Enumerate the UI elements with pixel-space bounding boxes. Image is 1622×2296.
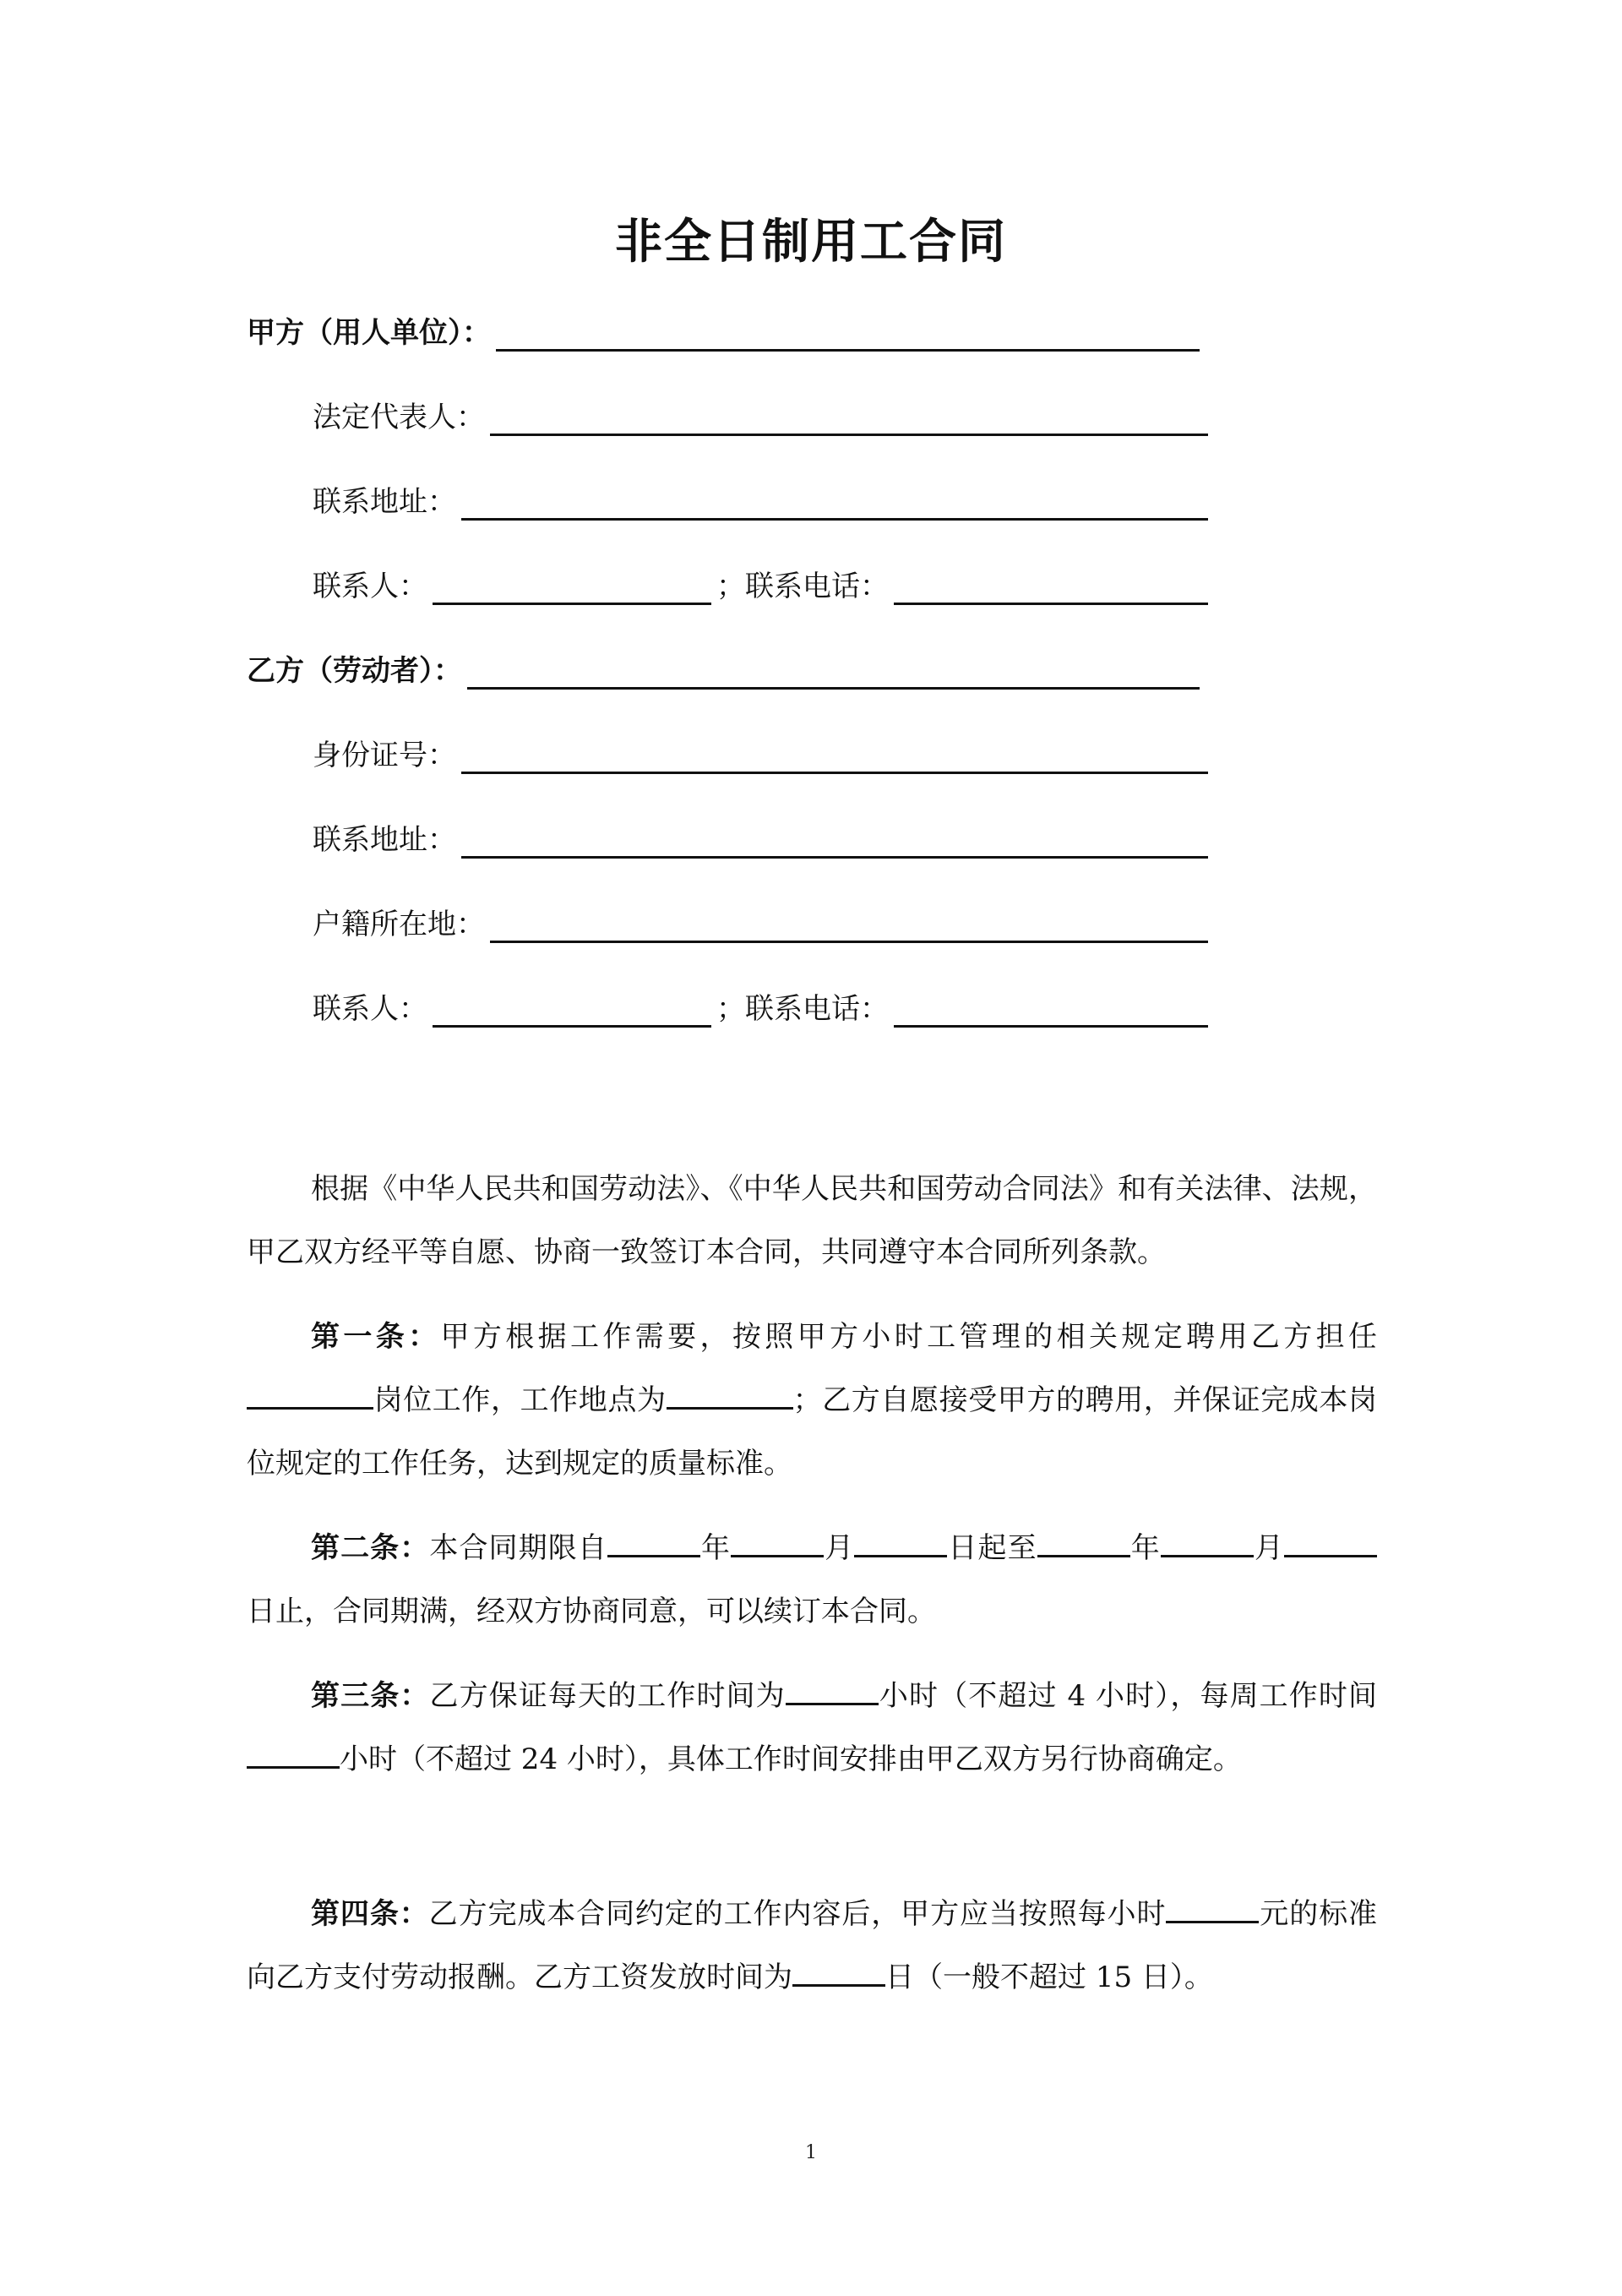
start-month-blank[interactable] — [731, 1531, 824, 1557]
hourly-rate-blank[interactable] — [1166, 1897, 1259, 1923]
article-4-paragraph — [247, 1883, 1377, 2010]
party-a-blank[interactable] — [496, 324, 1200, 352]
party-b-label: 乙方（劳动者）： — [247, 654, 462, 688]
page-title: 非全日制用工合同 — [615, 215, 1007, 270]
article-1-heading: 第一条： — [311, 1320, 441, 1354]
article-1-text-1: 甲方根据工作需要，按照甲方小时工管理的相关规定聘用乙方担任 — [440, 1320, 1377, 1354]
daily-hours-blank[interactable] — [786, 1679, 879, 1705]
party-a-contact-blank[interactable] — [433, 577, 711, 605]
preamble-paragraph: 根据《中华人民共和国劳动法》、《中华人民共和国劳动合同法》和有关法律、法规，甲乙双方经平等自愿、协商一致签订本合同，共同遵守本合同所列条款。 — [247, 1172, 1377, 1269]
article-3-text-1: 乙方保证每天的工作时间为 — [429, 1679, 786, 1713]
position-blank[interactable] — [247, 1383, 373, 1410]
weekly-hours-blank[interactable] — [247, 1742, 340, 1769]
article-3-text-3: 小时（不超过 24 小时），具体工作时间安排由甲乙双方另行协商确定。 — [340, 1742, 1242, 1776]
party-b-contact-field — [313, 990, 1208, 1028]
party-a-address-blank[interactable] — [461, 493, 1208, 521]
article-4-text-2: 元的标准向乙方支付劳动报酬。乙方工资发放时间为 — [247, 1897, 1378, 1994]
party-b-blank[interactable] — [467, 662, 1200, 690]
pay-day-blank[interactable] — [792, 1961, 885, 1987]
end-month-blank[interactable] — [1161, 1531, 1254, 1557]
id-number-label: 身份证号： — [313, 739, 456, 772]
party-a-label: 甲方（用人单位）： — [247, 316, 491, 350]
article-3-heading: 第三条： — [311, 1679, 430, 1713]
start-month-unit: 月 — [824, 1531, 855, 1565]
article-2-text-2: 日起至 — [947, 1531, 1037, 1565]
legal-rep-field — [313, 399, 1208, 436]
party-b-phone-label: ；联系电话： — [716, 992, 889, 1026]
start-year-blank[interactable] — [607, 1531, 700, 1557]
start-year-unit: 年 — [699, 1531, 732, 1565]
party-b-contact-label: 联系人： — [313, 992, 427, 1026]
party-b-contact-blank[interactable] — [433, 1000, 711, 1028]
household-blank[interactable] — [490, 915, 1208, 943]
party-b-field — [247, 652, 1200, 690]
id-number-field — [313, 737, 1208, 774]
party-a-address-field — [313, 483, 1208, 521]
legal-rep-blank[interactable] — [490, 408, 1208, 436]
party-a-phone-blank[interactable] — [894, 577, 1208, 605]
page-number: 1 — [805, 2142, 817, 2163]
party-a-contact-field — [313, 568, 1208, 605]
article-3-text-2: 小时（不超过 4 小时），每周工作时间 — [878, 1679, 1378, 1713]
party-b-address-blank[interactable] — [461, 831, 1208, 859]
article-4-text-1: 乙方完成本合同约定的工作内容后，甲方应当按照每小时 — [428, 1897, 1167, 1931]
work-location-blank[interactable] — [667, 1383, 793, 1410]
party-a-address-label: 联系地址： — [313, 485, 456, 519]
end-month-unit: 月 — [1253, 1531, 1285, 1565]
party-a-field — [247, 314, 1200, 352]
article-2-text-1: 本合同期限自 — [429, 1531, 607, 1565]
legal-rep-label: 法定代表人： — [313, 401, 485, 434]
household-field — [313, 906, 1208, 943]
article-4-heading: 第四条： — [311, 1897, 429, 1931]
article-1-text-2: 岗位工作，工作地点为 — [373, 1383, 667, 1417]
party-b-address-label: 联系地址： — [313, 823, 456, 857]
id-number-blank[interactable] — [461, 746, 1208, 774]
party-a-contact-label: 联系人： — [313, 570, 427, 603]
party-b-phone-blank[interactable] — [894, 1000, 1208, 1028]
article-4-text-3: 日（一般不超过 15 日）。 — [885, 1961, 1213, 1994]
article-1-text-3: ；乙方自愿接受甲方的聘用，并保证完成本岗位规定的工作任务，达到规定的质量标准。 — [247, 1383, 1378, 1481]
article-2-heading: 第二条： — [311, 1531, 430, 1565]
end-day-blank[interactable] — [1284, 1531, 1377, 1557]
article-3-paragraph — [247, 1665, 1377, 1792]
party-b-address-field — [313, 821, 1208, 859]
end-year-unit: 年 — [1129, 1531, 1161, 1565]
article-2-text-3: 日止，合同期满，经双方协商同意，可以续订本合同。 — [247, 1595, 936, 1628]
party-a-phone-label: ；联系电话： — [716, 570, 889, 603]
article-1-paragraph — [247, 1306, 1377, 1496]
start-day-blank[interactable] — [854, 1531, 947, 1557]
household-label: 户籍所在地： — [313, 908, 485, 941]
article-2-paragraph — [247, 1517, 1377, 1644]
end-year-blank[interactable] — [1037, 1531, 1130, 1557]
